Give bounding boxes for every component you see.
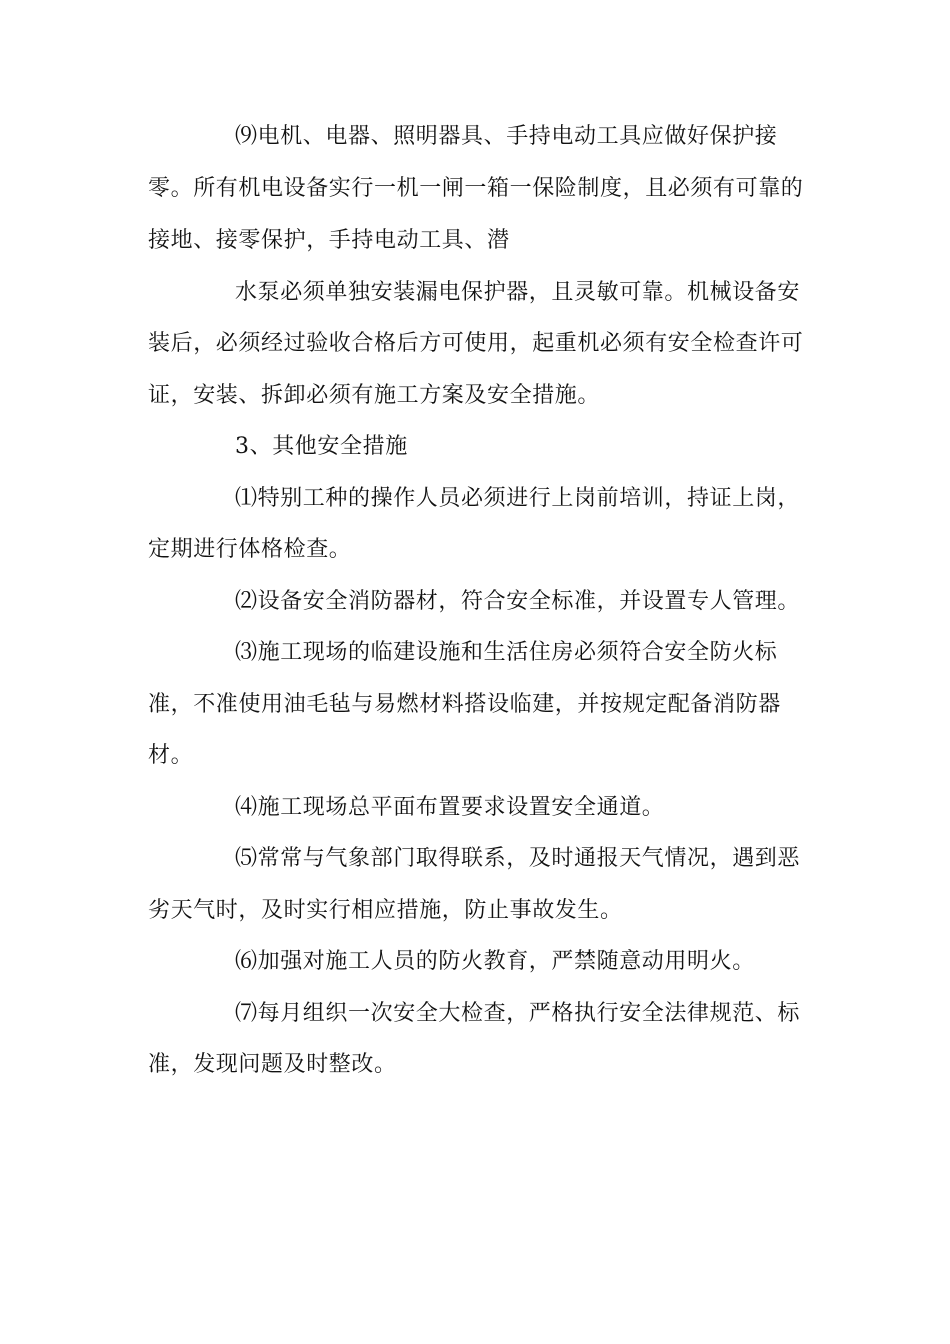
text-line: ⑷施工现场总平面布置要求设置安全通道。	[235, 795, 665, 820]
text-line: ⑵设备安全消防器材，符合安全标准，并设置专人管理。	[235, 589, 801, 614]
text-line: 准，不准使用油毛毡与易燃材料搭设临建，并按规定配备消防器	[148, 692, 781, 717]
text-line: ⑺每月组织一次安全大检查，严格执行安全法律规范、标	[235, 1001, 801, 1026]
text-line: 接地、接零保护，手持电动工具、潜	[148, 228, 510, 253]
text-line: 材。	[148, 743, 194, 768]
text-line: ⑹加强对施工人员的防火教育，严禁随意动用明火。	[235, 949, 755, 974]
text-line: ⑸常常与气象部门取得联系，及时通报天气情况，遇到恶	[235, 846, 801, 871]
text-line: 水泵必须单独安装漏电保护器，且灵敏可靠。机械设备安	[235, 280, 801, 305]
text-line: 定期进行体格检查。	[148, 537, 352, 562]
text-line: 装后，必须经过验收合格后方可使用，起重机必须有安全检查许可	[148, 331, 804, 356]
text-line: 准，发现问题及时整改。	[148, 1052, 397, 1077]
text-line: ⑴特别工种的操作人员必须进行上岗前培训，持证上岗，	[235, 486, 801, 511]
text-line: 证，安装、拆卸必须有施工方案及安全措施。	[148, 383, 601, 408]
text-line: 劣天气时，及时实行相应措施，防止事故发生。	[148, 898, 623, 923]
text-line: ⑼电机、电器、照明器具、手持电动工具应做好保护接	[235, 124, 778, 149]
section-heading: 3、其他安全措施	[235, 434, 408, 459]
text-line: 零。所有机电设备实行一机一闸一箱一保险制度，且必须有可靠的	[148, 176, 804, 201]
text-line: ⑶施工现场的临建设施和生活住房必须符合安全防火标	[235, 640, 778, 665]
